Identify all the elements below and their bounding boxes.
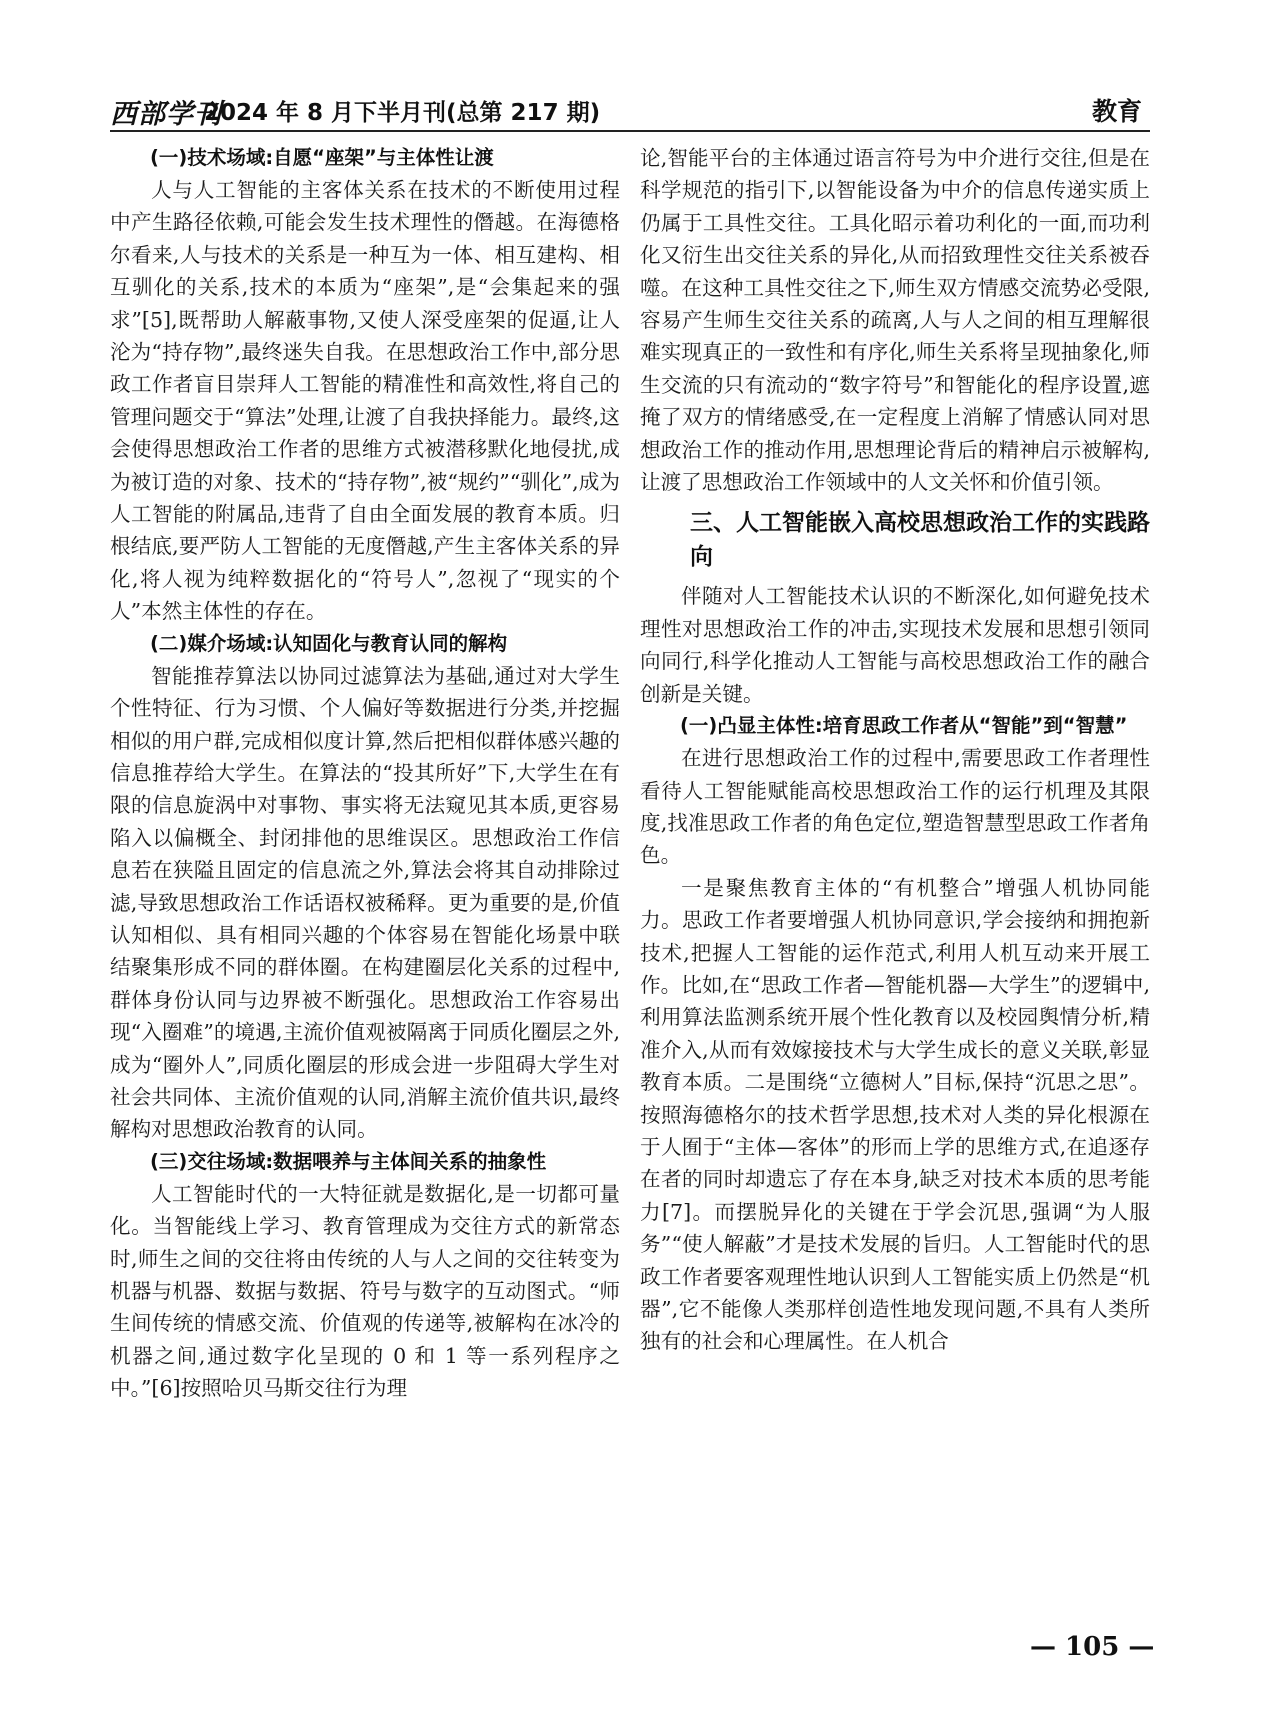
paragraph-technology: 人与人工智能的主客体关系在技术的不断使用过程中产生路径依赖,可能会发生技术理性的僭越。在海德格尔看来,人与技术的关系是一种互为一体、相互建构、相互驯化的关系,技术的本质为“座架”,是“会集起来的强求”[5],既帮助人解蔽事物,又使人深受座架的促逼,让人沦为“持存物”,最终迷失自我。在思想政治工作中,部分思政工作者盲目崇拜人工智能的精准性和高效性,将自己的管理问题交于“算法”处理,让渡了自我抉择能力。最终,这会使得思想政治工作者的思维方式被潜移默化地侵扰,成为被订造的对象、技术的“持存物”,被“规约”“驯化”,成为人工智能的附属品,违背了自由全面发展的教育本质。归根结底,要严防人工智能的无度僭越,产生主客体关系的异化,将人视为纯粹数据化的“符号人”,忽视了“现实的个人”本然主体性的存在。 [110, 178, 620, 624]
subheading-media: (二)媒介场域:认知固化与教育认同的解构 [150, 631, 508, 655]
running-header [110, 88, 1150, 132]
journal-logo: 西部学刊 [110, 99, 222, 130]
paragraph-subjectivity-2: 一是聚焦教育主体的“有机整合”增强人机协同能力。思政工作者要增强人机协同意识,学会接纳和拥抱新技术,把握人工智能的运作范式,利用人机互动来开展工作。比如,在“思政工作者—智能机器—大学生”的逻辑中,利用算法监测系统开展个性化教育以及校园舆情分析,精准介入,从而有效嫁接技术与大学生成长的意义关联,彰显教育本质。二是围绕“立德树人”目标,保持“沉思之思”。按照海德格尔的技术哲学思想,技术对人类的异化根源在于人囿于“主体—客体”的形而上学的思维方式,在追逐存在者的同时却遗忘了存在本身,缺乏对技术本质的思考能力[7]。而摆脱异化的关键在于学会沉思,强调“为人服务”“使人解蔽”才是技术发展的旨归。人工智能时代的思政工作者要客观理性地认识到人工智能实质上仍然是“机器”,它不能像人类那样创造性地发现问题,不具有人类所独有的社会和心理属性。在人机合 [640, 875, 1150, 1354]
section-heading-3: 三、人工智能嵌入高校思想政治工作的实践路向 [690, 510, 1150, 571]
subheading-technology: (一)技术场域:自愿“座架”与主体性让渡 [150, 146, 494, 169]
paragraph-media: 智能推荐算法以协同过滤算法为基础,通过对大学生个性特征、行为习惯、个人偏好等数据进行分类,并挖掘相似的用户群,完成相似度计算,然后把相似群体感兴趣的信息推荐给大学生。在算法的“投其所好”下,大学生在有限的信息旋涡中对事物、事实将无法窥见其本质,更容易陷入以偏概全、封闭排他的思维误区。思想政治工作信息若在狭隘且固定的信息流之外,算法会将其自动排除过滤,导致思想政治工作话语权被稀释。更为重要的是,价值认知相似、具有相同兴趣的个体容易在智能化场景中联结聚集形成不同的群体圈。在构建圈层化关系的过程中,群体身份认同与边界被不断强化。思想政治工作容易出现“入圈难”的境遇,主流价值观被隔离于同质化圈层之外,成为“圈外人”,同质化圈层的形成会进一步阻碍大学生对社会共同体、主流价值观的认同,消解主流价值共识,最终解构对思想政治教育的认同。 [110, 663, 620, 1142]
page-number: — 105 — [1030, 1632, 1155, 1662]
paragraph-interaction: 人工智能时代的一大特征就是数据化,是一切都可量化。当智能线上学习、教育管理成为交往方式的新常态时,师生之间的交往将由传统的人与人之间的交往转变为机器与机器、数据与数据、符号与数字的互动图式。“师生间传统的情感交流、价值观的传递等,被解构在冰冷的机器之间,通过数字化呈现的 0 和 1 等一系列程序之中。”[6]按照哈贝马斯交往行为理 [110, 1181, 620, 1401]
issue-info: 2024 年 8 月下半月刊(总第 217 期) [204, 100, 601, 126]
section-label: 教育 [1091, 97, 1142, 126]
subheading-subjectivity: (一)凸显主体性:培育思政工作者从“智能”到“智慧” [680, 714, 1128, 738]
paragraph-continued: 论,智能平台的主体通过语言符号为中介进行交往,但是在科学规范的指引下,以智能设备为中介的信息传递实质上仍属于工具性交往。工具化昭示着功利化的一面,而功利化又衍生出交往关系的异化,从而招致理性交往关系被吞噬。在这种工具性交往之下,师生双方情感交流势必受限,容易产生师生交往关系的疏离,人与人之间的相互理解很难实现真正的一致性和有序化,师生关系将呈现抽象化,师生交流的只有流动的“数字符号”和智能化的程序设置,遮掩了双方的情绪感受,在一定程度上消解了情感认同对思想政治工作的推动作用,思想理论背后的精神启示被解构,让渡了思想政治工作领域中的人文关怀和价值引领。 [640, 146, 1150, 495]
paragraph-section-intro: 伴随对人工智能技术认识的不断深化,如何避免技术理性对思想政治工作的冲击,实现技术发展和思想引领同向同行,科学化推动人工智能与高校思想政治工作的融合创新是关键。 [640, 584, 1150, 706]
header-rule [110, 130, 1150, 132]
right-column [640, 142, 1150, 1358]
paragraph-subjectivity-1: 在进行思想政治工作的过程中,需要思政工作者理性看待人工智能赋能高校思想政治工作的运行机理及其限度,找准思政工作者的角色定位,塑造智慧型思政工作者角色。 [640, 746, 1150, 868]
subheading-interaction: (三)交往场域:数据喂养与主体间关系的抽象性 [150, 1149, 547, 1173]
left-column [110, 142, 620, 1405]
